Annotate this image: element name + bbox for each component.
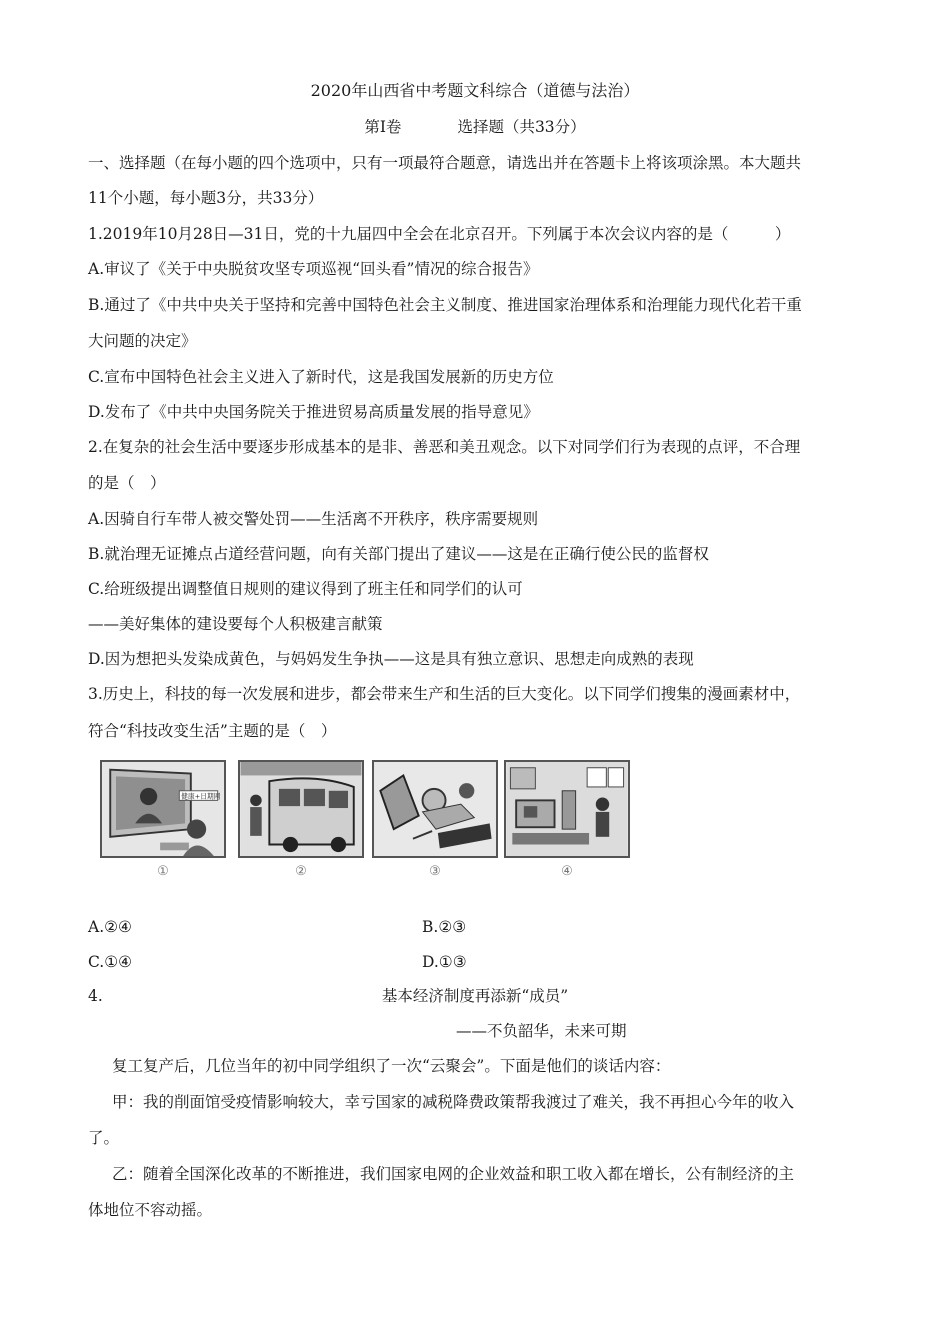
comic-1-caption: 健康+日期网 xyxy=(181,792,221,801)
comic-1-number: ① xyxy=(157,864,169,879)
q2-stem-line-2: 的是（ ） xyxy=(88,474,166,492)
comic-4-number: ④ xyxy=(561,864,573,879)
q3-stem-line-1: 3.历史上，科技的每一次发展和进步，都会带来生产和生活的巨大变化。以下同学们搜集的漫画素材中， xyxy=(88,685,801,703)
section-name: 选择题（共33分） xyxy=(457,118,586,136)
q2-option-d: D.因为想把头发染成黄色，与妈妈发生争执——这是具有独立意识、思想走向成熟的表现 xyxy=(88,650,694,668)
q4-yi-line-1: 乙：随着全国深化改革的不断推进，我们国家电网的企业效益和职工收入都在增长，公有制经济的主 xyxy=(112,1165,795,1183)
q4-number: 4. xyxy=(88,987,103,1005)
q4-subheading: ——不负韶华，未来可期 xyxy=(456,1022,627,1040)
comic-3-number: ③ xyxy=(429,864,441,879)
q4-jia-line-2: 了。 xyxy=(88,1129,120,1147)
q3-option-b: B.②③ xyxy=(422,918,467,936)
comic-1-image xyxy=(100,760,226,858)
online-learning-illustration xyxy=(102,762,224,856)
q3-option-c: C.①④ xyxy=(88,953,133,971)
q1-option-d: D.发布了《中共中央国务院关于推进贸易高质量发展的指导意见》 xyxy=(88,403,539,421)
comic-2-number: ② xyxy=(295,864,307,879)
q4-intro: 复工复产后，几位当年的初中同学组织了一次“云聚会”。下面是他们的谈话内容： xyxy=(112,1057,671,1075)
bus-station-illustration xyxy=(240,762,362,856)
smart-factory-illustration xyxy=(506,762,628,856)
q1-stem: 1.2019年10月28日—31日，党的十九届四中全会在北京召开。下列属于本次会议内容的是（ ） xyxy=(88,225,791,243)
smartphone-robot-illustration xyxy=(374,762,496,856)
q3-comic-strip xyxy=(100,760,640,885)
comic-4-image xyxy=(504,760,630,858)
comic-3-image xyxy=(372,760,498,858)
q4-jia-line-1: 甲：我的削面馆受疫情影响较大，幸亏国家的减税降费政策帮我渡过了难关，我不再担心今年的收入 xyxy=(112,1093,795,1111)
q3-option-d: D.①③ xyxy=(422,953,467,971)
q1-option-b-line-2: 大问题的决定》 xyxy=(88,332,197,350)
q4-heading: 基本经济制度再添新“成员” xyxy=(381,987,569,1005)
page-title: 2020年山西省中考题文科综合（道德与法治） xyxy=(310,81,640,100)
q1-option-a: A.审议了《关于中央脱贫攻坚专项巡视“回头看”情况的综合报告》 xyxy=(88,260,539,278)
q2-stem-line-1: 2.在复杂的社会生活中要逐步形成基本的是非、善恶和美丑观念。以下对同学们行为表现的点评，不合理 xyxy=(88,438,801,456)
q2-option-a: A.因骑自行车带人被交警处罚——生活离不开秩序，秩序需要规则 xyxy=(88,510,539,528)
q2-option-b: B.就治理无证摊点占道经营问题，向有关部门提出了建议——这是在正确行使公民的监督权 xyxy=(88,545,709,563)
q1-option-c: C.宣布中国特色社会主义进入了新时代，这是我国发展新的历史方位 xyxy=(88,368,554,386)
q2-option-c-line-1: C.给班级提出调整值日规则的建议得到了班主任和同学们的认可 xyxy=(88,580,523,598)
instructions-line-1: 一、选择题（在每小题的四个选项中，只有一项最符合题意，请选出并在答题卡上将该项涂黑。本大题共 xyxy=(88,154,802,172)
instructions-line-2: 11个小题，每小题3分，共33分） xyxy=(88,189,324,207)
section-label: 第Ⅰ卷 xyxy=(364,118,402,136)
q2-option-c-line-2: ——美好集体的建设要每个人积极建言献策 xyxy=(88,615,383,633)
q3-stem-line-2: 符合“科技改变生活”主题的是（ ） xyxy=(88,722,337,740)
comic-2-image xyxy=(238,760,364,858)
section-header xyxy=(0,116,950,138)
q4-yi-line-2: 体地位不容动摇。 xyxy=(88,1201,213,1219)
q3-option-a: A.②④ xyxy=(88,918,132,936)
q1-option-b-line-1: B.通过了《中共中央关于坚持和完善中国特色社会主义制度、推进国家治理体系和治理能力现代化若干重 xyxy=(88,296,802,314)
